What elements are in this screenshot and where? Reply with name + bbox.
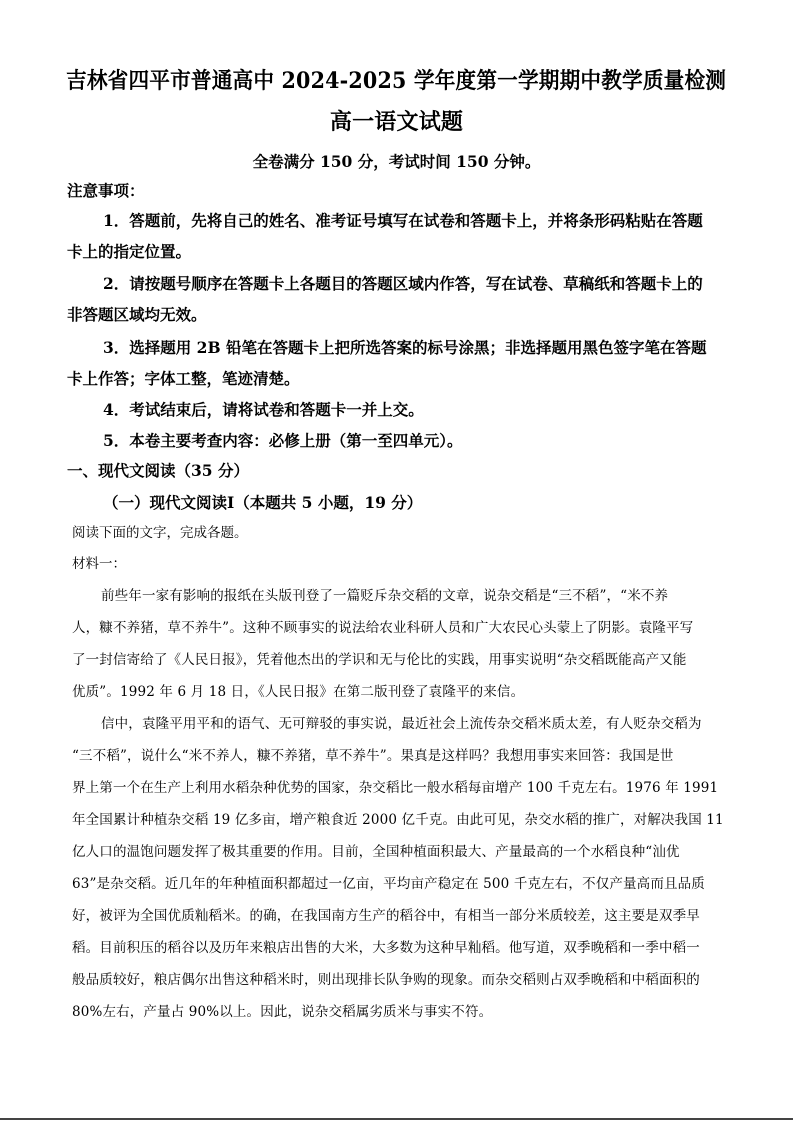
paragraph-line: 界上第一个在生产上利用水稻杂种优势的国家，杂交稻比一般水稻每亩增产 100 千克左右。1976 年 1991 xyxy=(72,780,719,796)
exam-subtitle: 高一语文试题 xyxy=(329,109,464,135)
instruction-text: 阅读下面的文字，完成各题。 xyxy=(72,525,248,541)
notice-line: 卡上的指定位置。 xyxy=(67,242,192,261)
notice-line: 卡上作答；字体工整，笔迹清楚。 xyxy=(67,369,300,388)
paragraph-line: 稻。目前积压的稻谷以及历年来粮店出售的大米，大多数为这种早籼稻。他写道，双季晚稻和一季中稻一 xyxy=(72,940,700,956)
paragraph-line: 亿人口的温饱问题发挥了极其重要的作用。目前，全国种植面积最大、产量最高的一个水稻良种“汕优 xyxy=(72,844,680,860)
exam-title: 吉林省四平市普通高中 2024-2025 学年度第一学期期中教学质量检测 xyxy=(66,68,727,94)
exam-meta: 全卷满分 150 分，考试时间 150 分钟。 xyxy=(252,152,541,171)
notice-line: 4．考试结束后，请将试卷和答题卡一并上交。 xyxy=(103,400,424,419)
section-heading: 一、现代文阅读（35 分） xyxy=(67,461,249,480)
notice-line: 非答题区域均无效。 xyxy=(67,305,207,324)
page-bottom-rule xyxy=(0,1118,793,1120)
notice-line: 1．答题前，先将自己的姓名、准考证号填写在试卷和答题卡上，并将条形码粘贴在答题 xyxy=(103,211,703,230)
material-label: 材料一： xyxy=(72,556,126,572)
paragraph-line: 好，被评为全国优质籼稻米。的确，在我国南方生产的稻谷中，有相当一部分米质较差，这主要是双季早 xyxy=(72,908,700,924)
paragraph-line: 前些年一家有影响的报纸在头版刊登了一篇贬斥杂交稻的文章，说杂交稻是“三不稻”，“米不养 xyxy=(101,588,669,604)
notice-line: 5．本卷主要考查内容：必修上册（第一至四单元）。 xyxy=(103,431,463,450)
paragraph-line: 63”是杂交稻。近几年的年种植面积都超过一亿亩，平均亩产稳定在 500 千克左右，不仅产量高而且品质 xyxy=(72,876,705,892)
paragraph-line: 了一封信寄给了《人民日报》，凭着他杰出的学识和无与伦比的实践，用事实说明“杂交稻既能高产又能 xyxy=(72,652,687,668)
paragraph-line: 人，糠不养猪，草不养牛”。这种不顾事实的说法给农业科研人员和广大农民心头蒙上了阴影。袁隆平写 xyxy=(72,620,694,636)
paragraph-line: 信中，袁隆平用平和的语气、无可辩驳的事实说，最近社会上流传杂交稻米质太差，有人贬杂交稻为 xyxy=(101,716,702,732)
paragraph-line: 般品质较好，粮店偶尔出售这种稻米时，则出现排长队争购的现象。而杂交稻则占双季晚稻和中稻面积的 xyxy=(72,972,700,988)
paragraph-line: 优质”。1992 年 6 月 18 日，《人民日报》在第二版刊登了袁隆平的来信。 xyxy=(72,684,525,700)
paragraph-line: 年全国累计种植杂交稻 19 亿多亩，增产粮食近 2000 亿千克。由此可见，杂交水稻的推广，对解决我国 11 xyxy=(72,812,724,828)
notice-line: 2．请按题号顺序在答题卡上各题目的答题区域内作答，写在试卷、草稿纸和答题卡上的 xyxy=(103,274,703,293)
notice-label: 注意事项： xyxy=(67,181,145,200)
notice-line: 3．选择题用 2B 铅笔在答题卡上把所选答案的标号涂黑；非选择题用黑色签字笔在答题 xyxy=(103,338,707,357)
paragraph-line: 80%左右，产量占 90%以上。因此，说杂交稻属劣质米与事实不符。 xyxy=(72,1004,493,1020)
section-subheading: （一）现代文阅读Ⅰ（本题共 5 小题，19 分） xyxy=(103,493,423,512)
paragraph-line: “三不稻”，说什么“米不养人，糠不养猪，草不养牛”。果真是这样吗？我想用事实来回答：我国是世 xyxy=(72,748,674,764)
